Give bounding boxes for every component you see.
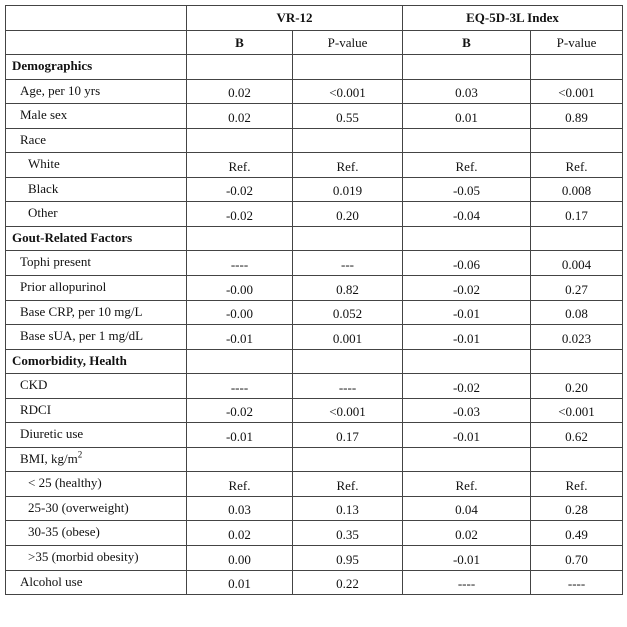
vr12-pvalue-cell: ---- [293, 374, 403, 399]
table-row [6, 472, 623, 497]
vr12-b-cell: -0.01 [187, 423, 293, 448]
row-label-text: RDCI [20, 401, 52, 417]
eq5d-pvalue-cell: 0.023 [531, 325, 623, 350]
header-blank-cell [6, 6, 187, 31]
header-eq5d: EQ-5D-3L Index [403, 6, 623, 31]
vr12-b-cell: -0.02 [187, 177, 293, 202]
eq5d-pvalue-cell: Ref. [531, 153, 623, 178]
vr12-b-cell: 0.00 [187, 546, 293, 571]
row-label [6, 300, 187, 325]
vr12-b-cell: -0.00 [187, 276, 293, 301]
eq5d-pvalue-cell: 0.70 [531, 546, 623, 571]
vr12-pvalue-cell: 0.019 [293, 177, 403, 202]
row-label-text: Age, per 10 yrs [20, 82, 101, 98]
vr12-b-cell: -0.01 [187, 325, 293, 350]
table-row [6, 202, 623, 227]
row-label [6, 104, 187, 129]
row-label [6, 423, 187, 448]
eq5d-pvalue-cell: 0.27 [531, 276, 623, 301]
row-label [6, 570, 187, 595]
vr12-b-cell [187, 55, 293, 80]
eq5d-pvalue-cell: 0.89 [531, 104, 623, 129]
vr12-pvalue-cell: 0.13 [293, 496, 403, 521]
vr12-b-cell: -0.02 [187, 398, 293, 423]
row-label [6, 128, 187, 153]
table-row [6, 447, 623, 472]
eq5d-pvalue-cell: <0.001 [531, 398, 623, 423]
table-row [6, 325, 623, 350]
header-vr12: VR-12 [187, 6, 403, 31]
eq5d-pvalue-cell [531, 226, 623, 251]
header-row-groups [6, 6, 623, 31]
table-row [6, 153, 623, 178]
eq5d-pvalue-cell: <0.001 [531, 79, 623, 104]
vr12-b-cell [187, 128, 293, 153]
row-label [6, 398, 187, 423]
eq5d-b-cell: -0.03 [403, 398, 531, 423]
eq5d-b-cell: 0.03 [403, 79, 531, 104]
row-label-text: 25-30 (overweight) [28, 499, 129, 515]
section-label [6, 349, 187, 374]
vr12-b-cell [187, 447, 293, 472]
eq5d-pvalue-cell [531, 128, 623, 153]
vr12-b-cell: 0.02 [187, 79, 293, 104]
row-label-text: Demographics [12, 58, 93, 74]
row-label [6, 276, 187, 301]
vr12-b-cell [187, 226, 293, 251]
eq5d-b-cell [403, 55, 531, 80]
eq5d-b-cell: -0.01 [403, 300, 531, 325]
eq5d-pvalue-cell [531, 349, 623, 374]
table-row [6, 177, 623, 202]
row-label-text: Other [28, 205, 58, 221]
eq5d-pvalue-cell [531, 447, 623, 472]
vr12-pvalue-cell: 0.95 [293, 546, 403, 571]
section-row [6, 55, 623, 80]
row-label [6, 472, 187, 497]
row-label-text: Base sUA, per 1 mg/dL [20, 328, 144, 344]
vr12-pvalue-cell: <0.001 [293, 398, 403, 423]
row-label-text: Alcohol use [20, 573, 83, 589]
table-row [6, 128, 623, 153]
eq5d-b-cell: -0.01 [403, 325, 531, 350]
eq5d-b-cell: 0.04 [403, 496, 531, 521]
row-label-text: Tophi present [20, 254, 91, 270]
section-row [6, 349, 623, 374]
eq5d-pvalue-cell: 0.28 [531, 496, 623, 521]
table-row [6, 104, 623, 129]
row-label-text: Diuretic use [20, 426, 84, 442]
vr12-pvalue-cell [293, 349, 403, 374]
row-label-text: < 25 (healthy) [28, 475, 102, 491]
vr12-pvalue-cell: 0.20 [293, 202, 403, 227]
table-row [6, 251, 623, 276]
row-label [6, 251, 187, 276]
eq5d-pvalue-cell: Ref. [531, 472, 623, 497]
section-label [6, 55, 187, 80]
table-row [6, 496, 623, 521]
vr12-b-cell: ---- [187, 374, 293, 399]
vr12-pvalue-cell: --- [293, 251, 403, 276]
eq5d-b-cell: -0.01 [403, 546, 531, 571]
table-row [6, 398, 623, 423]
eq5d-pvalue-cell: 0.62 [531, 423, 623, 448]
eq5d-pvalue-cell: 0.17 [531, 202, 623, 227]
vr12-pvalue-cell: Ref. [293, 472, 403, 497]
header-eq5d-b: B [403, 30, 531, 55]
row-label [6, 325, 187, 350]
row-label [6, 79, 187, 104]
vr12-b-cell: 0.02 [187, 104, 293, 129]
row-label-text: BMI, kg/m [20, 450, 78, 466]
vr12-pvalue-cell: 0.17 [293, 423, 403, 448]
table-row [6, 300, 623, 325]
row-label [6, 521, 187, 546]
eq5d-b-cell: -0.01 [403, 423, 531, 448]
vr12-pvalue-cell: 0.82 [293, 276, 403, 301]
eq5d-b-cell [403, 349, 531, 374]
header-row-columns [6, 30, 623, 55]
row-label-text: CKD [20, 377, 48, 393]
vr12-b-cell: Ref. [187, 153, 293, 178]
regression-table [5, 5, 623, 595]
row-label [6, 496, 187, 521]
eq5d-b-cell: -0.05 [403, 177, 531, 202]
vr12-pvalue-cell: 0.22 [293, 570, 403, 595]
row-label-superscript: 2 [77, 449, 83, 460]
vr12-pvalue-cell: 0.35 [293, 521, 403, 546]
row-label [6, 546, 187, 571]
eq5d-b-cell: Ref. [403, 472, 531, 497]
vr12-b-cell: -0.02 [187, 202, 293, 227]
eq5d-pvalue-cell: ---- [531, 570, 623, 595]
row-label-text: Race [20, 131, 46, 147]
vr12-pvalue-cell: 0.55 [293, 104, 403, 129]
vr12-pvalue-cell [293, 447, 403, 472]
vr12-b-cell [187, 349, 293, 374]
eq5d-pvalue-cell [531, 55, 623, 80]
table-row [6, 374, 623, 399]
table-row [6, 79, 623, 104]
vr12-pvalue-cell [293, 128, 403, 153]
eq5d-b-cell: 0.01 [403, 104, 531, 129]
header-vr12-b: B [187, 30, 293, 55]
eq5d-b-cell [403, 226, 531, 251]
row-label-text: Prior allopurinol [20, 279, 107, 295]
eq5d-b-cell: 0.02 [403, 521, 531, 546]
row-label-text: Base CRP, per 10 mg/L [20, 303, 143, 319]
eq5d-pvalue-cell: 0.08 [531, 300, 623, 325]
eq5d-pvalue-cell: 0.49 [531, 521, 623, 546]
eq5d-pvalue-cell: 0.20 [531, 374, 623, 399]
row-label [6, 374, 187, 399]
eq5d-b-cell: -0.02 [403, 276, 531, 301]
vr12-b-cell: 0.02 [187, 521, 293, 546]
table-row [6, 276, 623, 301]
row-label-text: >35 (morbid obesity) [28, 549, 139, 565]
eq5d-b-cell: -0.04 [403, 202, 531, 227]
row-label [6, 447, 187, 472]
eq5d-b-cell: -0.02 [403, 374, 531, 399]
eq5d-pvalue-cell: 0.008 [531, 177, 623, 202]
eq5d-b-cell: -0.06 [403, 251, 531, 276]
vr12-b-cell: Ref. [187, 472, 293, 497]
vr12-b-cell: ---- [187, 251, 293, 276]
vr12-pvalue-cell: 0.001 [293, 325, 403, 350]
eq5d-b-cell: ---- [403, 570, 531, 595]
header-vr12-pvalue: P-value [293, 30, 403, 55]
header-eq5d-pvalue: P-value [531, 30, 623, 55]
table-row [6, 546, 623, 571]
table-row [6, 570, 623, 595]
row-label-text: Comorbidity, Health [12, 352, 127, 368]
row-label-text: 30-35 (obese) [28, 524, 100, 540]
vr12-pvalue-cell [293, 55, 403, 80]
row-label-text: White [28, 156, 60, 172]
vr12-pvalue-cell [293, 226, 403, 251]
row-label [6, 153, 187, 178]
row-label-text: Black [28, 180, 59, 196]
eq5d-pvalue-cell: 0.004 [531, 251, 623, 276]
row-label-text: Male sex [20, 107, 68, 123]
eq5d-b-cell [403, 447, 531, 472]
row-label [6, 202, 187, 227]
vr12-b-cell: 0.03 [187, 496, 293, 521]
eq5d-b-cell: Ref. [403, 153, 531, 178]
vr12-pvalue-cell: <0.001 [293, 79, 403, 104]
row-label-text: Gout-Related Factors [12, 229, 133, 245]
section-row [6, 226, 623, 251]
vr12-b-cell: -0.00 [187, 300, 293, 325]
header-blank-cell [6, 30, 187, 55]
vr12-b-cell: 0.01 [187, 570, 293, 595]
vr12-pvalue-cell: 0.052 [293, 300, 403, 325]
vr12-pvalue-cell: Ref. [293, 153, 403, 178]
section-label [6, 226, 187, 251]
eq5d-b-cell [403, 128, 531, 153]
row-label [6, 177, 187, 202]
table-row [6, 423, 623, 448]
table-row [6, 521, 623, 546]
